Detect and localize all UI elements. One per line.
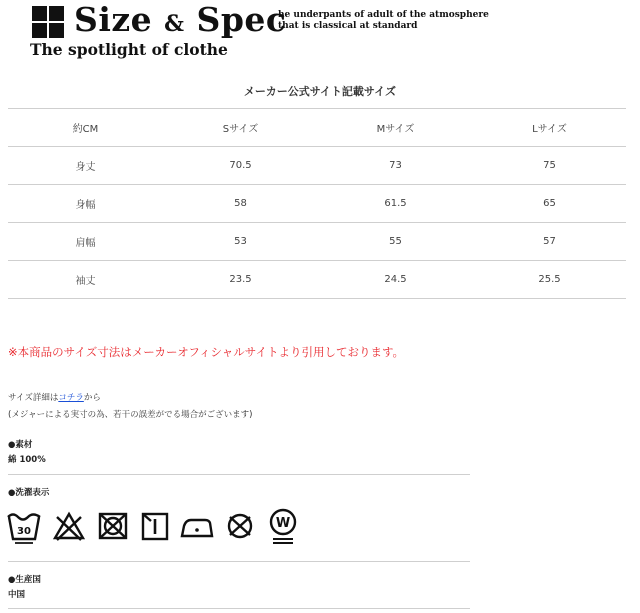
- divider: [8, 608, 470, 609]
- material-value: 綿 100%: [8, 455, 46, 465]
- wash-temp-label: 30: [17, 526, 31, 537]
- origin-label: ●生産国: [8, 575, 41, 585]
- no-tumble-dry-icon: [96, 509, 130, 543]
- divider: [8, 561, 470, 562]
- table-cell: 65: [473, 185, 626, 223]
- header-cell: Lサイズ: [473, 109, 626, 147]
- table-cell: 53: [163, 223, 318, 261]
- size-source-notice: ※本商品のサイズ寸法はメーカーオフィシャルサイトより引用しております。: [8, 345, 405, 359]
- material-label: ●素材: [8, 440, 33, 450]
- size-table: [8, 108, 626, 299]
- size-table-title: メーカー公式サイト記載サイズ: [243, 85, 397, 98]
- header: [28, 0, 628, 62]
- size-details: [8, 390, 252, 424]
- table-cell: 70.5: [163, 147, 318, 185]
- subtext-line-1: he underpants of adult of the atmosphere: [278, 10, 489, 20]
- logo-grid-icon: [32, 6, 64, 38]
- tagline: The spotlight of clothe: [30, 40, 228, 59]
- table-cell: 袖丈: [8, 261, 163, 299]
- iron-low-icon: [180, 509, 214, 543]
- table-cell: 身幅: [8, 185, 163, 223]
- material-section: [8, 438, 470, 465]
- brand-size: Size: [74, 0, 153, 39]
- size-details-link[interactable]: コチラ: [58, 393, 84, 403]
- details-suffix: から: [83, 393, 101, 403]
- brand-ampersand: &: [164, 11, 185, 37]
- table-header-row: [8, 109, 626, 147]
- table-cell: 55: [318, 223, 473, 261]
- care-section: [8, 486, 470, 498]
- care-icons: [6, 506, 300, 546]
- table-cell: 24.5: [318, 261, 473, 299]
- table-cell: 25.5: [473, 261, 626, 299]
- table-cell: 身丈: [8, 147, 163, 185]
- details-line-2: (メジャーによる実寸の為、若干の誤差がでる場合がございます): [8, 410, 253, 420]
- subtext-line-2: that is classical at standard: [278, 21, 418, 31]
- brand-spec: Spec: [196, 0, 287, 39]
- table-cell: 肩幅: [8, 223, 163, 261]
- table-cell: 73: [318, 147, 473, 185]
- no-dry-clean-icon: [224, 509, 256, 543]
- wet-clean-icon: [266, 506, 300, 546]
- table-row: [8, 147, 626, 185]
- divider: [8, 474, 470, 475]
- table-cell: 23.5: [163, 261, 318, 299]
- table-cell: 61.5: [318, 185, 473, 223]
- brand-title: [74, 0, 286, 39]
- header-cell: 約CM: [8, 109, 163, 147]
- table-row: [8, 223, 626, 261]
- wash-30-icon: [6, 508, 42, 544]
- table-row: [8, 261, 626, 299]
- no-bleach-icon: [52, 509, 86, 543]
- subtext: [278, 10, 489, 32]
- details-prefix: サイズ詳細は: [8, 393, 59, 403]
- table-cell: 58: [163, 185, 318, 223]
- table-row: [8, 185, 626, 223]
- origin-section: [8, 573, 470, 600]
- table-cell: 57: [473, 223, 626, 261]
- table-cell: 75: [473, 147, 626, 185]
- details-line-1: [8, 390, 252, 407]
- care-label: ●洗濯表示: [8, 488, 50, 498]
- header-cell: Sサイズ: [163, 109, 318, 147]
- header-cell: Mサイズ: [318, 109, 473, 147]
- wet-clean-letter: W: [275, 516, 291, 531]
- line-dry-shade-icon: [140, 509, 170, 543]
- origin-value: 中国: [8, 590, 26, 600]
